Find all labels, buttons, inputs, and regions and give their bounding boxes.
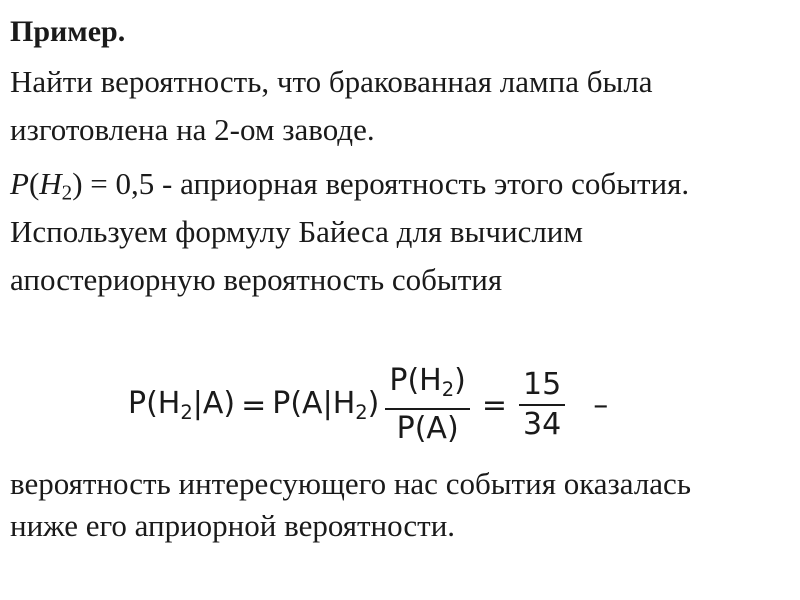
slide-title: Пример. — [10, 15, 126, 48]
bayes-formula — [128, 360, 688, 450]
formula-equals-1: = — [241, 387, 267, 423]
method-line-1: Используем формулу Байеса для вычислим — [10, 214, 584, 249]
prior-description: = 0,5 - априорная вероятность этого события. — [82, 166, 690, 201]
formula-ratio-fraction — [385, 362, 470, 449]
prior-p-symbol: P — [10, 166, 29, 201]
fraction-numerator: P(H2) — [389, 362, 466, 401]
conclusion-line-2: ниже его априорной вероятности. — [10, 508, 456, 543]
prior-probability-line: $P(H_2) = 0,5$ - априорная вероятность этого события. — [10, 166, 690, 205]
formula-likelihood: P(A|H2) — [272, 386, 380, 424]
result-numerator: 15 — [523, 367, 562, 402]
fraction-denominator: P(A) — [396, 411, 459, 447]
conclusion-line-1: вероятность интересующего нас события оказалась — [10, 466, 691, 501]
task-line-1: Найти вероятность, что бракованная лампа была — [10, 64, 653, 99]
result-fraction — [519, 366, 565, 444]
task-line-2: изготовлена на 2-ом заводе. — [10, 112, 375, 147]
result-denominator: 34 — [523, 407, 562, 442]
formula-dash: – — [593, 387, 609, 423]
formula-lhs: P(H2|A) — [128, 386, 236, 424]
prior-h-subscript: 2 — [61, 180, 73, 205]
method-line-2: апостериорную вероятность события — [10, 262, 503, 297]
formula-equals-2: = — [481, 387, 508, 423]
prior-h-symbol: H — [39, 166, 62, 201]
